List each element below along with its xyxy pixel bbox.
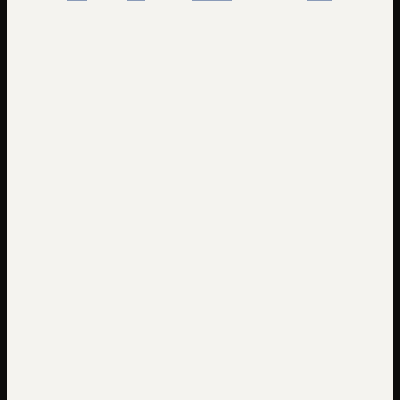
form-page [7, 0, 393, 400]
blue-marks [7, 0, 393, 6]
